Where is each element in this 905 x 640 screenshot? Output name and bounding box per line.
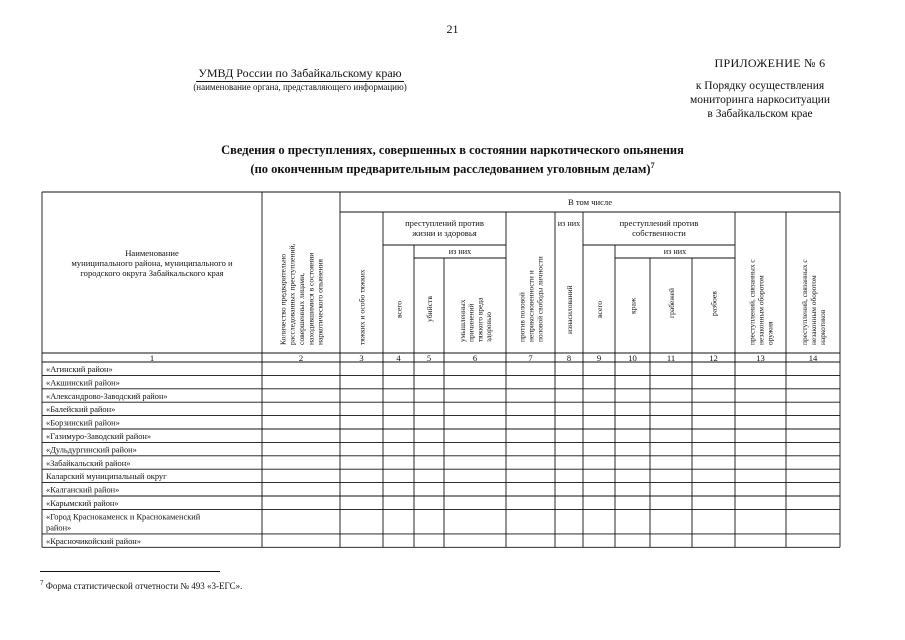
column-number: 7 <box>528 353 533 363</box>
appendix-line-1: к Порядку осуществления <box>695 80 825 92</box>
organization-caption: (наименование органа, представляющего информацию) <box>193 82 407 92</box>
report-title-line-1: Сведения о преступлениях, совершенных в состоянии наркотического опьянения <box>221 143 684 157</box>
row-municipality-name: «Балейский район» <box>46 405 116 415</box>
col14-header-text: незаконным оборотом <box>809 275 818 345</box>
col3-header-text: тяжких и особо тяжких <box>357 269 367 345</box>
row-municipality-name: «Борзинский район» <box>46 418 120 428</box>
column-number: 3 <box>359 353 364 363</box>
col6-header-text: здоровью <box>483 311 493 342</box>
column-number: 9 <box>596 353 602 363</box>
column-number: 4 <box>396 353 401 363</box>
col9-header-text: всего <box>595 300 604 318</box>
property-group-header: преступлений против <box>619 218 699 228</box>
col6-header-text: причинений <box>466 303 476 342</box>
footnote-text: Форма статистической отчетности № 493 «3-ЕГС». <box>45 581 243 591</box>
row-municipality-name: «Красночикойский район» <box>46 536 141 546</box>
row-municipality-name: «Город Краснокаменск и Краснокаменский <box>46 512 201 522</box>
row-municipality-name: Каларский муниципальный округ <box>46 472 167 482</box>
footnote-divider <box>40 571 220 572</box>
report-title-line-2: (по оконченным предварительным расследованием уголовным делам) <box>250 162 651 177</box>
col2-header-text: расследованных преступлений, <box>287 243 297 345</box>
report-title-footnote-mark: 7 <box>650 161 655 170</box>
column-number: 8 <box>566 353 572 363</box>
col8-header-text: изнасилований <box>565 285 574 334</box>
col4-header-text: всего <box>394 300 404 318</box>
col10-header-text: краж <box>628 297 638 314</box>
col6-header-text: тяжкого вреда <box>475 297 485 342</box>
col14-header-text: преступлений, связанных с <box>800 259 809 345</box>
col1-header-text: городского округа Забайкальского края <box>80 268 224 278</box>
column-number: 10 <box>628 353 637 363</box>
property-group-header: собственности <box>632 228 686 238</box>
organization-name-text: УМВД России по Забайкальскому краю <box>198 66 402 80</box>
appendix-title: ПРИЛОЖЕНИЕ № 6 <box>714 56 826 70</box>
col1-header-text: муниципального района, муниципального и <box>71 258 233 268</box>
column-number: 6 <box>472 353 478 363</box>
row-municipality-name: «Газимуро-Заводский район» <box>46 432 152 441</box>
col2-header-text: наркотического опьянения <box>315 259 325 345</box>
life-of-them-header: из них <box>448 247 472 256</box>
row-municipality-name: «Акшинский район» <box>46 378 120 388</box>
col12-header-text: разбоев <box>709 291 719 316</box>
col13-header-text: оружия <box>765 321 775 345</box>
column-number: 14 <box>808 353 818 363</box>
col2-header-text: совершенных лицами, <box>297 272 306 345</box>
column-number: 5 <box>426 353 432 363</box>
col2-header-text: Количество предварительно <box>278 253 288 345</box>
col5-header-text: убийств <box>425 296 434 322</box>
col8-group-header: из них <box>557 219 581 228</box>
appendix-line-3: в Забайкальском крае <box>707 108 813 120</box>
col7-header-text: против половой <box>517 292 527 342</box>
column-number: 13 <box>756 353 765 363</box>
column-number: 11 <box>666 353 676 363</box>
row-municipality-name: район» <box>46 523 72 533</box>
row-municipality-name: «Агинский район» <box>46 365 113 374</box>
col7-header-text: неприкосновенности и <box>526 270 536 342</box>
row-municipality-name: «Карымский район» <box>46 499 119 508</box>
footnote-mark: 7 <box>40 579 44 587</box>
page-number: 21 <box>446 22 459 36</box>
col2-header-text: находившимися в состоянии <box>306 252 316 345</box>
column-number: 1 <box>149 353 155 363</box>
column-number: 12 <box>709 353 718 363</box>
col1-header-text: Наименование <box>125 248 179 258</box>
footnote <box>40 579 242 591</box>
row-municipality-name: «Дульдургинский район» <box>46 445 137 455</box>
col7-header-text: половой свободы личности <box>535 256 545 342</box>
col13-header-text: незаконным оборотом <box>756 275 766 345</box>
life-group-header: жизни и здоровья <box>412 228 477 238</box>
column-number: 2 <box>298 353 304 363</box>
appendix-line-2: мониторинга наркоситуации <box>689 94 831 106</box>
row-municipality-name: «Забайкальский район» <box>46 458 131 468</box>
property-of-them-header: из них <box>663 247 687 256</box>
life-group-header: преступлений против <box>405 218 484 228</box>
col14-header-text: наркотиков <box>818 309 827 345</box>
included-header: В том числе <box>567 197 613 207</box>
col6-header-text: умышленных <box>458 299 468 342</box>
col13-header-text: преступлений, связанных с <box>747 259 757 345</box>
row-municipality-name: «Калганский район» <box>46 485 120 495</box>
col11-header-text: грабежей <box>667 288 676 318</box>
row-municipality-name: «Александрово-Заводский район» <box>46 391 168 401</box>
